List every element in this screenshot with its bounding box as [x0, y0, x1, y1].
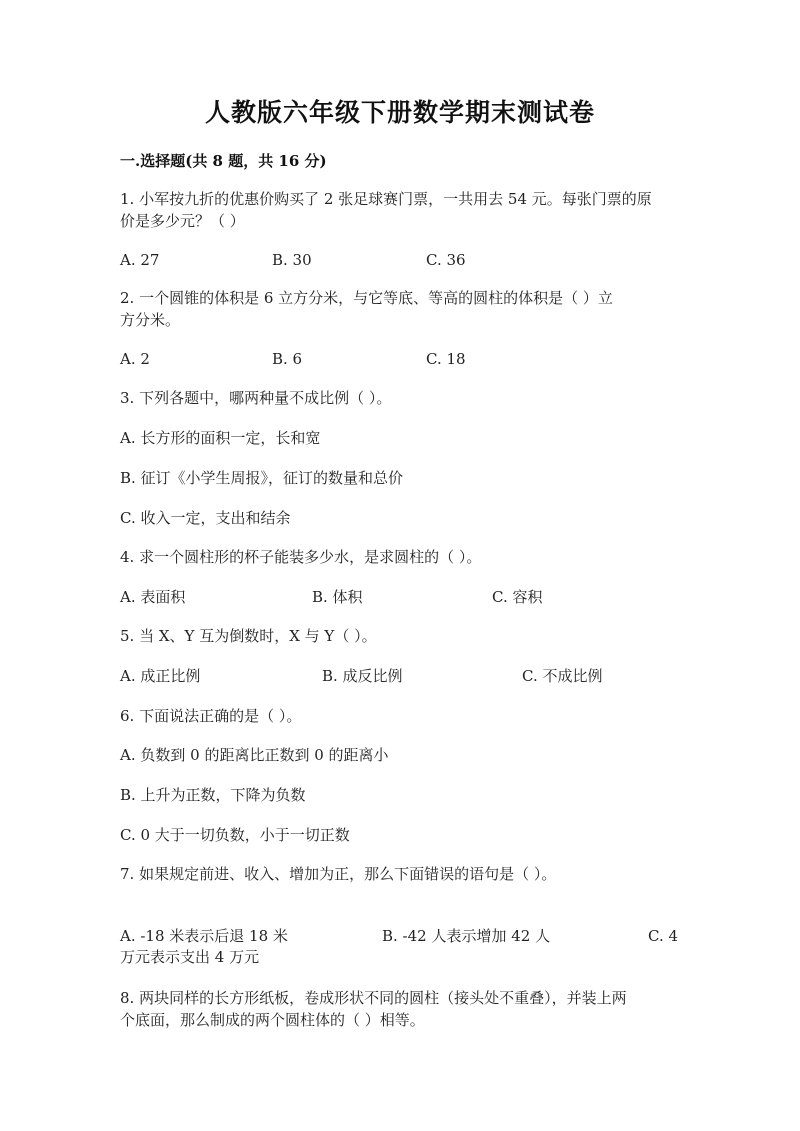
- question-2-line-1: 2. 一个圆锥的体积是 6 立方分米，与它等底、等高的圆柱的体积是（ ）立: [120, 289, 613, 307]
- question-8-line-1: 8. 两块同样的长方形纸板，卷成形状不同的圆柱（接头处不重叠），并装上两: [120, 989, 627, 1007]
- question-7-option-b: B. -42 人表示增加 42 人: [382, 927, 551, 945]
- question-7-line-1: 7. 如果规定前进、收入、增加为正，那么下面错误的语句是（ ）。: [120, 865, 557, 883]
- question-7-option-c: C. 4: [648, 927, 679, 945]
- question-2-option-b: B. 6: [272, 350, 303, 368]
- question-5-option-c: C. 不成比例: [522, 667, 603, 685]
- question-6-option-b: B. 上升为正数，下降为负数: [120, 786, 306, 804]
- question-1-option-b: B. 30: [272, 251, 312, 269]
- question-3-line-1: 3. 下列各题中，哪两种量不成比例（ ）。: [120, 389, 392, 407]
- question-3-option-b: B. 征订《小学生周报》，征订的数量和总价: [120, 469, 404, 487]
- question-5-option-a: A. 成正比例: [120, 667, 201, 685]
- question-7-option-c-wrap: 万元表示支出 4 万元: [120, 948, 260, 966]
- question-3-option-c: C. 收入一定，支出和结余: [120, 509, 291, 527]
- question-1-option-a: A. 27: [120, 251, 160, 269]
- question-1-line-2: 价是多少元？（ ）: [120, 212, 245, 230]
- question-4-line-1: 4. 求一个圆柱形的杯子能装多少水，是求圆柱的（ ）。: [120, 548, 482, 566]
- question-2-option-c: C. 18: [426, 350, 466, 368]
- section-heading: 一.选择题(共 8 题，共 16 分): [120, 152, 327, 170]
- question-2-line-2: 方分米。: [120, 311, 181, 329]
- question-5-line-1: 5. 当 X、Y 互为倒数时，X 与 Y（ ）。: [120, 627, 377, 645]
- question-4-option-b: B. 体积: [312, 588, 363, 606]
- question-1-line-1: 1. 小军按九折的优惠价购买了 2 张足球赛门票，一共用去 54 元。每张门票的原: [120, 190, 652, 208]
- question-5-option-b: B. 成反比例: [322, 667, 403, 685]
- question-1-option-c: C. 36: [426, 251, 466, 269]
- question-4-option-c: C. 容积: [492, 588, 543, 606]
- question-7-option-a: A. -18 米表示后退 18 米: [120, 927, 288, 945]
- question-6-option-c: C. 0 大于一切负数，小于一切正数: [120, 826, 350, 844]
- question-8-line-2: 个底面，那么制成的两个圆柱体的（ ）相等。: [120, 1011, 425, 1029]
- question-3-option-a: A. 长方形的面积一定，长和宽: [120, 429, 321, 447]
- question-6-option-a: A. 负数到 0 的距离比正数到 0 的距离小: [120, 746, 389, 764]
- question-2-option-a: A. 2: [120, 350, 150, 368]
- page-title: 人教版六年级下册数学期末测试卷: [204, 98, 595, 127]
- question-4-option-a: A. 表面积: [120, 588, 186, 606]
- question-6-line-1: 6. 下面说法正确的是（ ）。: [120, 707, 302, 725]
